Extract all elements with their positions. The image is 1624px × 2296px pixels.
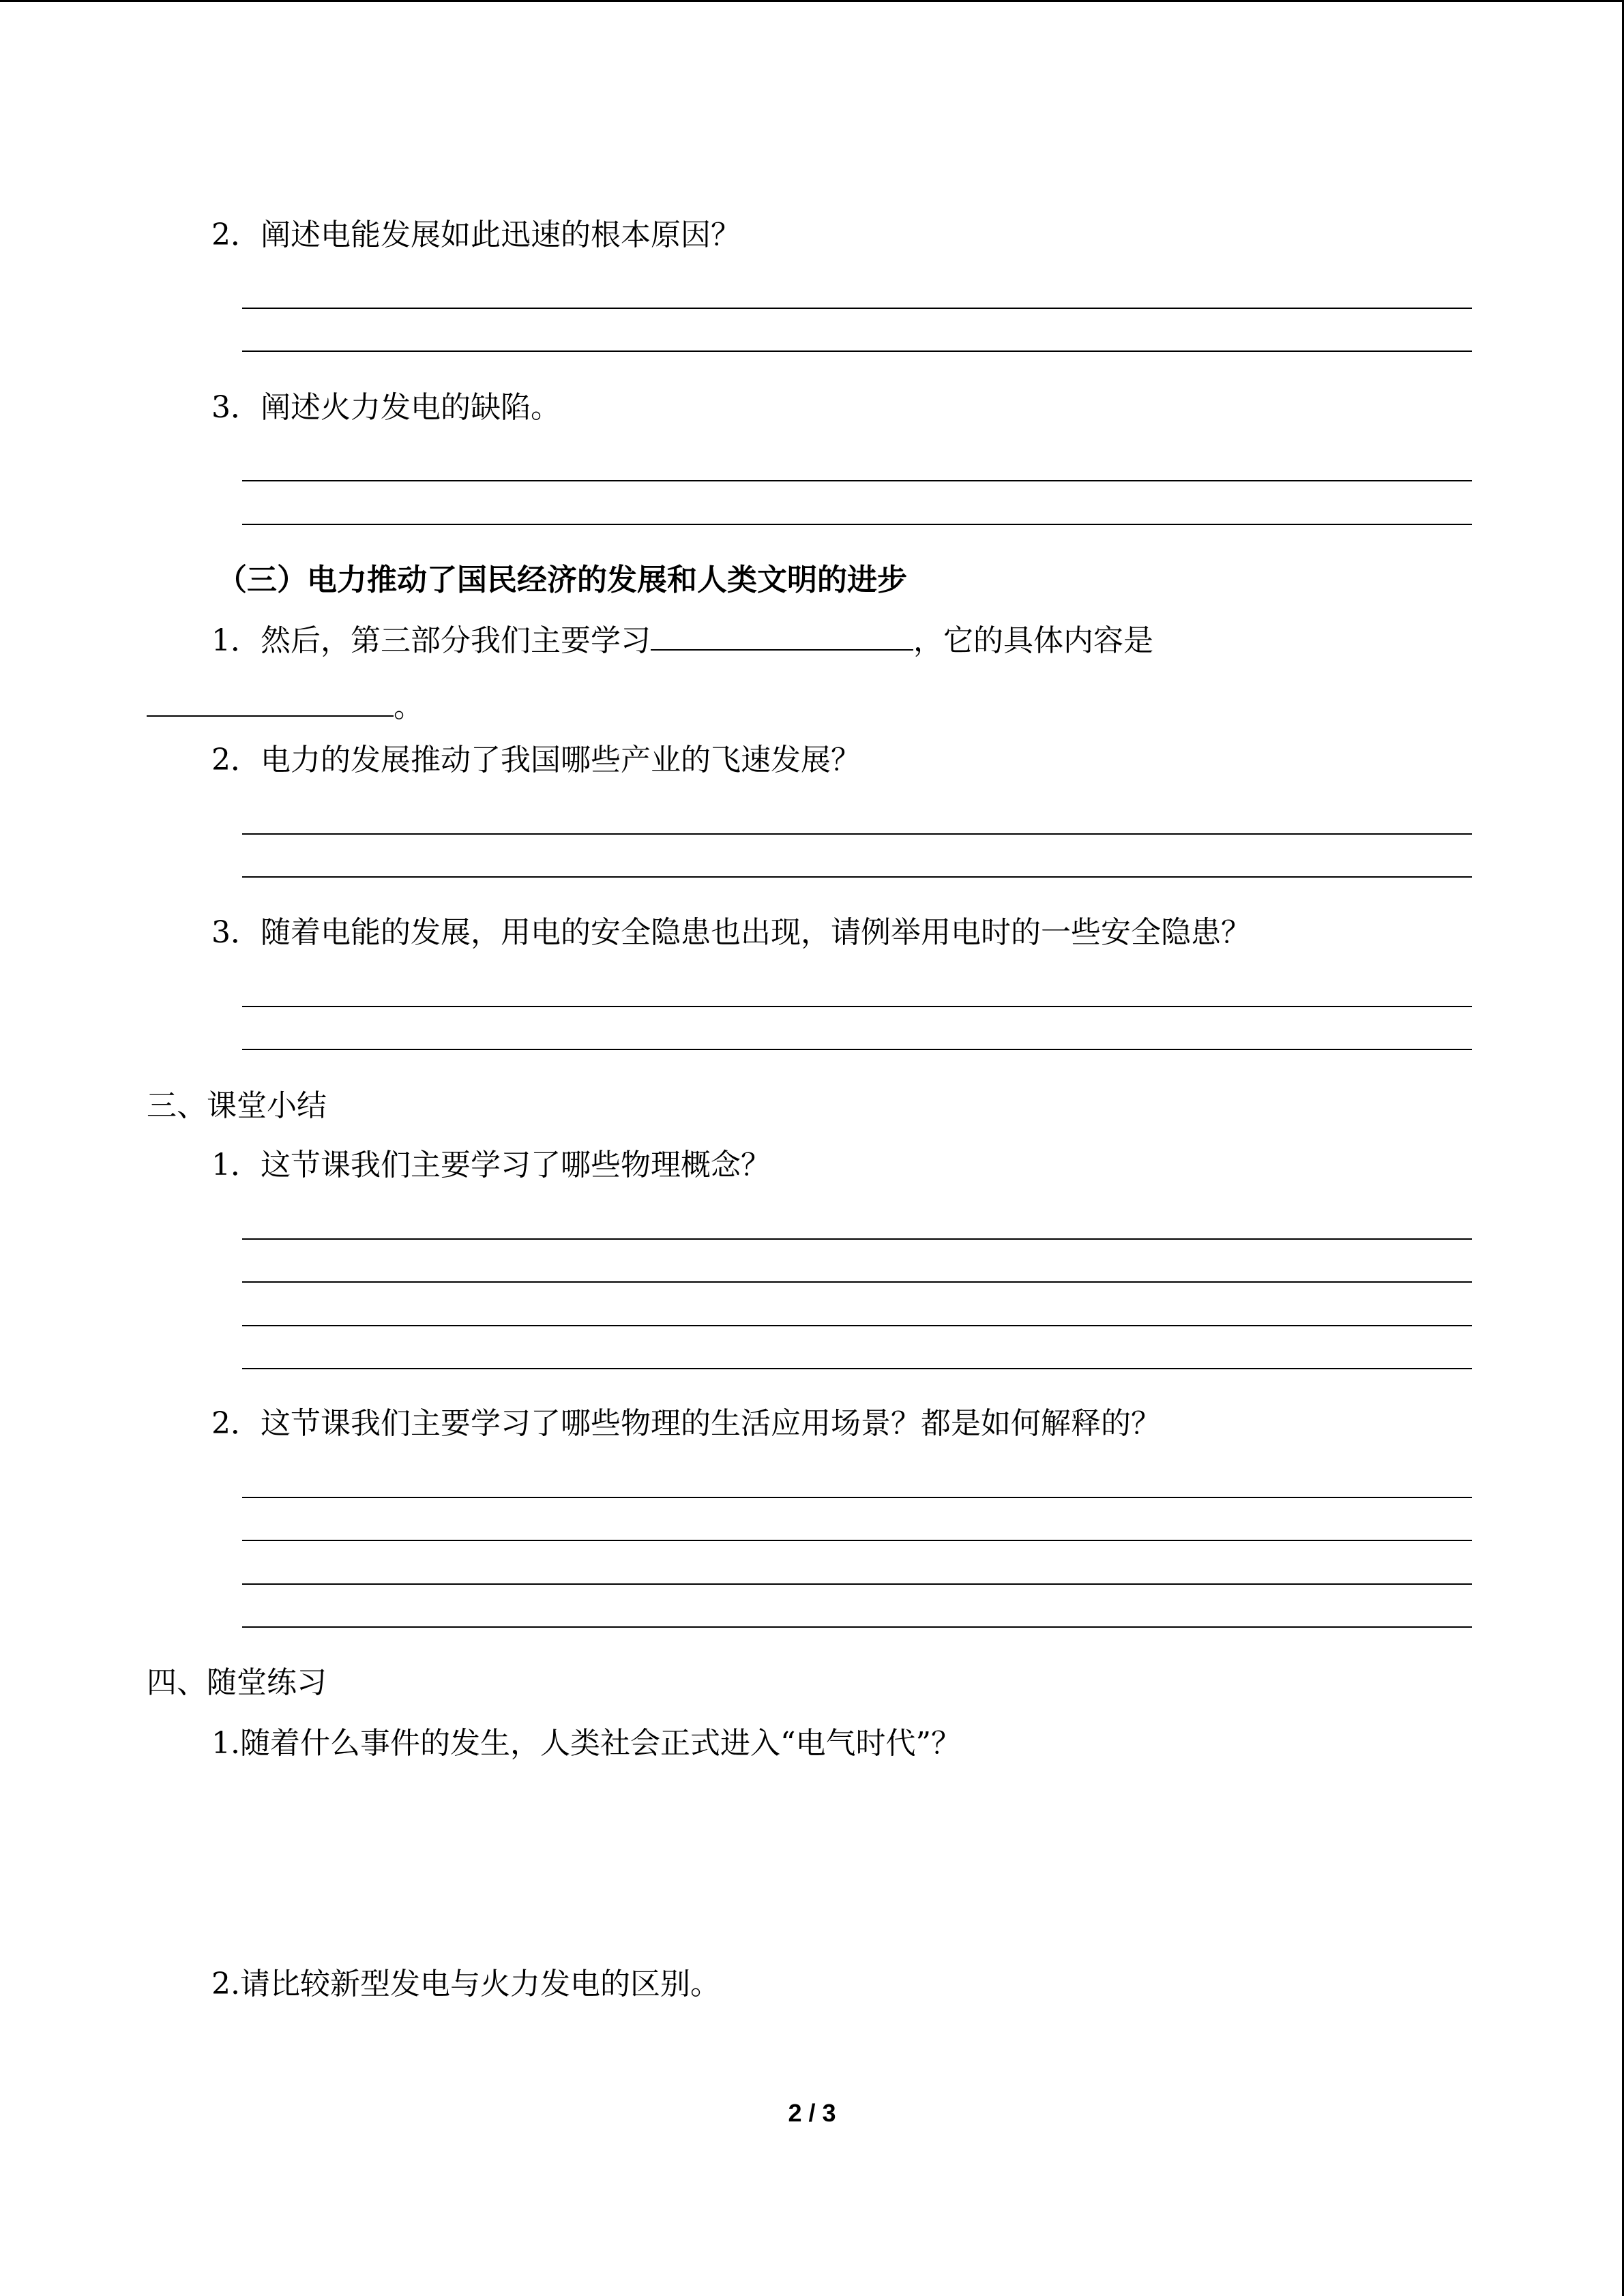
answer-line[interactable] [242, 1583, 1472, 1585]
answer-line[interactable] [242, 1368, 1472, 1369]
section-heading: （三）电力推动了国民经济的发展和人类文明的进步 [217, 563, 907, 597]
fill-in-question-1 [211, 619, 1153, 661]
practice-question-2: 2.请比较新型发电与火力发电的区别。 [211, 1967, 720, 2001]
answer-line[interactable] [242, 1626, 1472, 1628]
question-2: 2．这节课我们主要学习了哪些物理的生活应用场景？都是如何解释的？ [211, 1406, 1161, 1441]
question-3: 3．随着电能的发展，用电的安全隐患也出现，请例举用电时的一些安全隐患？ [211, 915, 1251, 950]
page-border-top [0, 0, 1624, 2]
answer-line[interactable] [242, 1325, 1472, 1326]
answer-line[interactable] [242, 308, 1472, 309]
section-heading: 三、课堂小结 [147, 1088, 327, 1123]
question-text: 1．然后，第三部分我们主要学习 [211, 623, 651, 658]
question-2: 2．电力的发展推动了我国哪些产业的飞速发展？ [211, 743, 861, 777]
practice-question-1: 1.随着什么事件的发生，人类社会正式进入“电气时代”？ [211, 1726, 961, 1761]
answer-line[interactable] [242, 524, 1472, 525]
question-text: ，它的具体内容是 [913, 623, 1153, 658]
fill-in-question-1-cont [147, 685, 424, 728]
answer-line[interactable] [242, 1540, 1472, 1541]
page-number: 2 / 3 [788, 2099, 836, 2127]
answer-line[interactable] [242, 480, 1472, 481]
answer-line[interactable] [242, 1238, 1472, 1240]
fill-in-blank[interactable] [651, 619, 913, 651]
fill-in-blank[interactable] [147, 685, 394, 717]
answer-line[interactable] [242, 1497, 1472, 1498]
question-3: 3．阐述火力发电的缺陷。 [211, 390, 561, 425]
answer-line[interactable] [242, 351, 1472, 352]
question-text: 。 [394, 689, 424, 724]
answer-line[interactable] [242, 1281, 1472, 1283]
answer-line[interactable] [242, 833, 1472, 835]
answer-line[interactable] [242, 1049, 1472, 1050]
question-1: 1．这节课我们主要学习了哪些物理概念？ [211, 1148, 771, 1182]
question-2: 2．阐述电能发展如此迅速的根本原因？ [211, 218, 741, 252]
answer-line[interactable] [242, 1006, 1472, 1007]
answer-line[interactable] [242, 876, 1472, 878]
section-heading: 四、随堂练习 [147, 1665, 327, 1700]
